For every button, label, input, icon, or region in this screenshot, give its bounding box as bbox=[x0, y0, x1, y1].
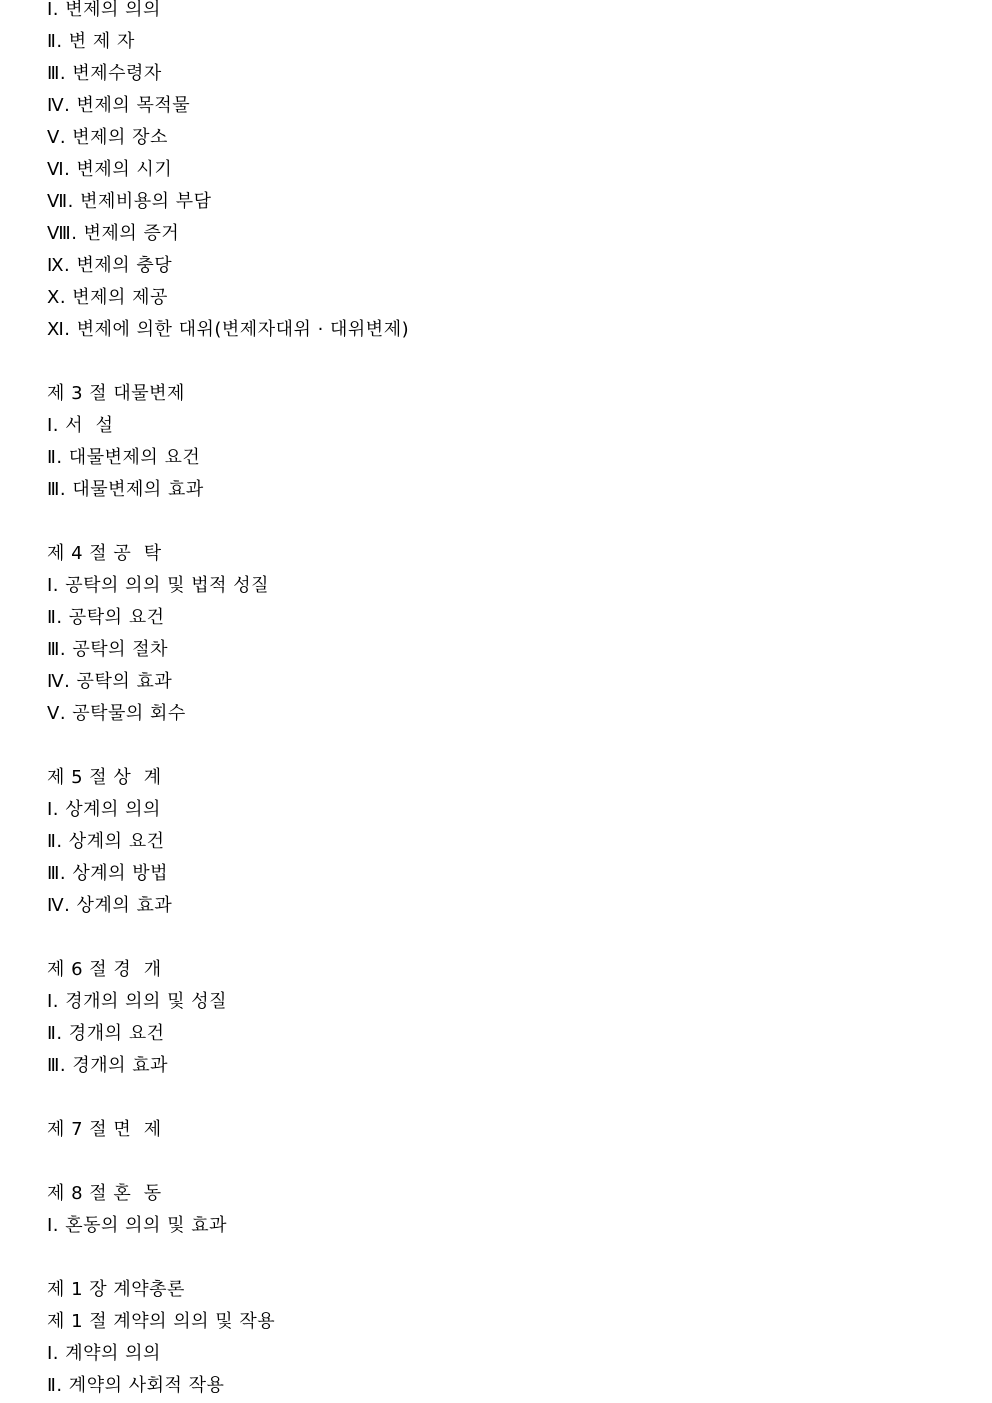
toc-line: Ⅱ. 공탁의 요건 bbox=[47, 607, 165, 628]
toc-line: Ⅵ. 변제의 시기 bbox=[47, 159, 173, 180]
toc-spacer bbox=[47, 1146, 967, 1178]
toc-spacer bbox=[47, 1082, 967, 1114]
toc-line: Ⅷ. 변제의 증거 bbox=[47, 223, 180, 244]
toc-line: Ⅳ. 공탁의 효과 bbox=[47, 671, 173, 692]
section-heading: 제 4 절 공 탁 bbox=[47, 543, 162, 564]
toc-line: Ⅴ. 변제의 장소 bbox=[47, 127, 168, 148]
toc-line: Ⅰ. 혼동의 의의 및 효과 bbox=[47, 1215, 228, 1236]
chapter-heading: 제 1 장 계약총론 bbox=[47, 1279, 185, 1300]
toc-line: Ⅰ. 계약의 의의 bbox=[47, 1343, 161, 1364]
toc-line: Ⅲ. 경개의 효과 bbox=[47, 1055, 169, 1076]
toc-line: Ⅲ. 상계의 방법 bbox=[47, 863, 169, 884]
toc-line: Ⅱ. 상계의 요건 bbox=[47, 831, 165, 852]
toc-line: Ⅱ. 계약의 사회적 작용 bbox=[47, 1375, 225, 1396]
toc-line: Ⅶ. 변제비용의 부담 bbox=[47, 191, 212, 212]
toc-spacer bbox=[47, 730, 967, 762]
toc-line: Ⅰ. 공탁의 의의 및 법적 성질 bbox=[47, 575, 270, 596]
toc-line: Ⅸ. 변제의 충당 bbox=[47, 255, 173, 276]
toc-line: Ⅰ. 상계의 의의 bbox=[47, 799, 161, 820]
section-heading: 제 6 절 경 개 bbox=[47, 959, 162, 980]
toc-spacer bbox=[47, 346, 967, 378]
table-of-contents bbox=[47, 0, 967, 1402]
toc-line: Ⅺ. 변제에 의한 대위(변제자대위 · 대위변제) bbox=[47, 319, 410, 340]
toc-line: Ⅱ. 변 제 자 bbox=[47, 31, 135, 52]
toc-spacer bbox=[47, 1242, 967, 1274]
toc-line: Ⅳ. 변제의 목적물 bbox=[47, 95, 191, 116]
section-heading: 제 7 절 면 제 bbox=[47, 1119, 162, 1140]
section-heading: 제 5 절 상 계 bbox=[47, 767, 162, 788]
toc-line: Ⅹ. 변제의 제공 bbox=[47, 287, 168, 308]
section-heading: 제 1 절 계약의 의의 및 작용 bbox=[47, 1311, 276, 1332]
toc-line: Ⅰ. 변제의 의의 bbox=[47, 0, 161, 20]
toc-line: Ⅲ. 변제수령자 bbox=[47, 63, 162, 84]
toc-line: Ⅴ. 공탁물의 회수 bbox=[47, 703, 186, 724]
toc-line: Ⅱ. 경개의 요건 bbox=[47, 1023, 165, 1044]
toc-line: Ⅱ. 대물변제의 요건 bbox=[47, 447, 201, 468]
toc-line: Ⅰ. 서 설 bbox=[47, 415, 114, 436]
section-heading: 제 8 절 혼 동 bbox=[47, 1183, 162, 1204]
toc-line: Ⅰ. 경개의 의의 및 성질 bbox=[47, 991, 228, 1012]
toc-line: Ⅲ. 대물변제의 효과 bbox=[47, 479, 204, 500]
toc-line: Ⅲ. 공탁의 절차 bbox=[47, 639, 169, 660]
toc-spacer bbox=[47, 922, 967, 954]
toc-spacer bbox=[47, 506, 967, 538]
toc-line: Ⅳ. 상계의 효과 bbox=[47, 895, 173, 916]
section-heading: 제 3 절 대물변제 bbox=[47, 383, 185, 404]
